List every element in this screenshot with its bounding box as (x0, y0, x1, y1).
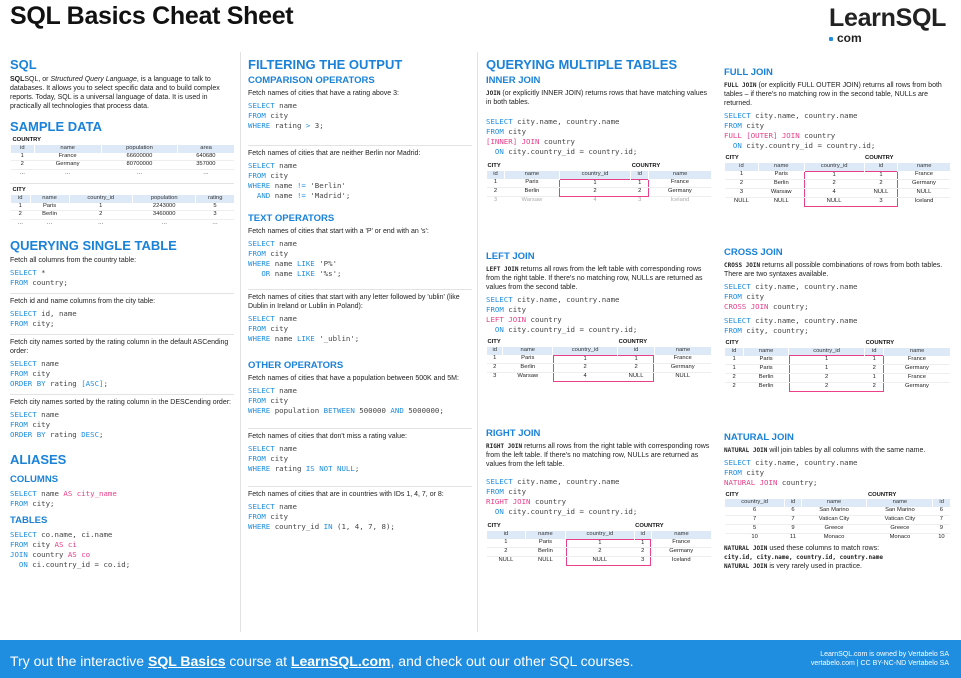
column-basics (10, 53, 234, 574)
querying-multiple-tables-heading: QUERYING MULTIPLE TABLES (486, 57, 678, 72)
columns-subheading: COLUMNS (10, 473, 59, 485)
left-join-subheading: LEFT JOIN (486, 250, 535, 262)
description: Fetch names of cities that are in countries with IDs 1, 4, 7, or 8: (248, 491, 444, 498)
column-divider (477, 52, 478, 632)
description: NATURAL JOIN used these columns to match rows: city.id, city.name, country.id, country.name NATURAL JOIN is very rarely used in practice. (724, 545, 883, 571)
dot-icon (829, 37, 833, 41)
description: Fetch names of cities that have a rating above 3: (248, 90, 399, 97)
page-title: SQL Basics Cheat Sheet (10, 2, 294, 30)
right-join-result-table: CITY COUNTRY id name country_id id name 1 Paris 1 1 France 2 Berlin 2 2 Germany NULL NULL NULL 3 Iceland (486, 523, 711, 566)
description: CROSS JOIN returns all possible combinations of rows from both tables. There are two syntaxes available. (724, 261, 943, 278)
logo-domain: com (829, 31, 949, 45)
column-joins-right (724, 53, 950, 573)
code-snippet: SELECT id, name FROM city; (10, 308, 77, 328)
description: FULL JOIN (or explicitly FULL OUTER JOIN) returns all rows from both tables – if there's no matching row in the second table, NULLs are returned. (724, 82, 942, 107)
code-snippet: SELECT name AS city_name FROM city; (10, 488, 117, 508)
description: Fetch names of cities that are neither Berlin nor Madrid: (248, 150, 421, 157)
description: Fetch names of cities that start with any letter followed by 'ublin' (like Dublin in Ireland or Lublin in Poland): (248, 294, 460, 310)
left-join-result-table: CITY COUNTRY id name country_id id name 1 Paris 1 1 France 2 Berlin 2 2 Germany 3 Warsaw 4 NULL NULL (486, 339, 711, 382)
code-snippet: SELECT name FROM city ORDER BY rating [ASC]; (10, 358, 108, 388)
code-snippet: SELECT name FROM city WHERE name LIKE 'P%' OR name LIKE '%s'; (248, 239, 342, 278)
filtering-heading: FILTERING THE OUTPUT (248, 57, 403, 72)
full-join-result-table: CITY COUNTRY id name country_id id name 1 Paris 1 1 France 2 Berlin 2 2 Germany 3 Warsaw 4 NULL NULL NULL NULL NULL 3 Iceland (724, 155, 950, 207)
inner-join-result-table: CITY COUNTRY id name country_id id name 1 Paris 1 1 France 2 Berlin 2 2 Germany 3 Warsaw 4 3 Iceland (486, 163, 711, 205)
learnsql-logo[interactable] (829, 4, 949, 46)
code-snippet: SELECT name FROM city WHERE country_id IN (1, 4, 7, 8); (248, 502, 395, 531)
code-snippet: SELECT name FROM city WHERE name LIKE '_ublin'; (248, 314, 360, 343)
sql-basics-course-link[interactable]: SQL Basics (147, 653, 226, 669)
learnsql-link[interactable]: LearnSQL.com (290, 653, 391, 669)
comparison-operators-subheading: COMPARISON OPERATORS (248, 75, 375, 86)
code-snippet: SELECT name FROM city ORDER BY rating DESC; (10, 409, 104, 439)
code-snippet: SELECT city.name, country.name FROM city LEFT JOIN country ON city.country_id = country.id; (486, 294, 638, 334)
description: JOIN (or explicitly INNER JOIN) returns rows that have matching values in both tables. (486, 90, 708, 106)
sample-data-heading: SAMPLE DATA (10, 119, 102, 134)
description: LEFT JOIN returns all rows from the left table with corresponding rows from the right table. If there's no matching row, NULLs are returned as values from the second table. (486, 265, 703, 291)
right-join-subheading: RIGHT JOIN (486, 427, 541, 439)
full-join-subheading: FULL JOIN (724, 67, 773, 78)
code-snippet: SELECT city.name, country.name FROM city [INNER] JOIN country ON city.country_id = country.id; (486, 117, 638, 156)
code-snippet: SELECT city.name, country.name FROM city, country; (724, 315, 858, 335)
code-snippet: SELECT name FROM city WHERE rating IS NOT NULL; (248, 444, 360, 473)
city-sample-table: CITY id name country_id population rating 1 Paris 1 2243000 5 2 Berlin 2 3460000 3 … … … … … (10, 187, 234, 228)
sql-description: SQLSQL, or Structured Query Language, is a language to talk to databases. It allows you to select specific data and to build complex reports. Today, SQL is a universal language of data. It is used in practically all technologies that process data. (10, 76, 220, 110)
code-snippet: SELECT city.name, country.name FROM city FULL [OUTER] JOIN country ON city.country_id = country.id; (724, 111, 876, 150)
description: Fetch city names sorted by the rating column in the DESCending order: (10, 398, 231, 406)
footer-text: Try out the interactive SQL Basics course at LearnSQL.com, and check out our other SQL courses. (10, 653, 634, 669)
other-operators-subheading: OTHER OPERATORS (248, 360, 344, 371)
code-snippet: SELECT city.name, country.name FROM city NATURAL JOIN country; (724, 457, 858, 487)
logo-text: LearnSQL (829, 4, 947, 32)
description: Fetch names of cities that don't miss a rating value: (248, 433, 407, 440)
code-snippet: SELECT name FROM city WHERE rating > 3; (248, 101, 324, 130)
code-snippet: SELECT city.name, country.name FROM city CROSS JOIN country; (724, 281, 858, 311)
code-snippet: SELECT * FROM country; (10, 267, 68, 287)
inner-join-subheading: INNER JOIN (486, 75, 541, 86)
column-joins-left (486, 53, 711, 566)
code-snippet: SELECT name FROM city WHERE name != 'Berlin' AND name != 'Madrid'; (248, 161, 351, 200)
description: Fetch id and name columns from the city table: (10, 297, 156, 305)
column-filtering (248, 53, 472, 536)
aliases-heading: ALIASES (10, 451, 67, 467)
description: Fetch names of cities that start with a 'P' or end with an 's': (248, 228, 429, 235)
natural-join-result-table: CITY COUNTRY country_id id name name id 6 6 San Marino San Marino 6 7 7 Vatican City Vatican City 7 5 9 Greece Greece 9 10 11 Monaco Monaco 10 (724, 492, 950, 542)
description: Fetch city names sorted by the rating column in the default ASCending order: (10, 338, 229, 355)
column-divider (240, 52, 241, 632)
footer-credits: LearnSQL.com is owned by Vertabelo SA vertabelo.com | CC BY-NC-ND Vertabelo SA (810, 651, 949, 667)
footer-banner (0, 640, 961, 678)
querying-single-table-heading: QUERYING SINGLE TABLE (10, 237, 177, 253)
cross-join-subheading: CROSS JOIN (724, 246, 783, 258)
tables-subheading: TABLES (10, 514, 48, 526)
natural-join-subheading: NATURAL JOIN (724, 431, 794, 443)
country-sample-table: COUNTRY id name population area 1 France 66600000 640680 2 Germany 80700000 357000 … … … … (10, 137, 234, 178)
description: Fetch all columns from the country table: (10, 256, 137, 264)
sql-heading: SQL (10, 57, 37, 72)
text-operators-subheading: TEXT OPERATORS (248, 213, 335, 224)
code-snippet: SELECT city.name, country.name FROM city RIGHT JOIN country ON city.country_id = country.id; (486, 476, 638, 516)
code-snippet: SELECT co.name, ci.name FROM city AS ci JOIN country AS co ON ci.country_id = co.id; (10, 529, 131, 569)
code-snippet: SELECT name FROM city WHERE population BETWEEN 500000 AND 5000000; (248, 386, 444, 415)
description: RIGHT JOIN returns all rows from the right table with corresponding rows from the left table. If there's no matching row, NULLs are returned as values from the left table. (486, 442, 710, 468)
description: NATURAL JOIN will join tables by all columns with the same name. (724, 446, 926, 454)
cross-join-result-table: CITY COUNTRY id name country_id id name 1 Paris 1 1 France 1 Paris 1 2 Germany 2 Berlin 2 1 France 2 Berlin 2 2 Germany (724, 340, 950, 392)
description: Fetch names of cities that have a population between 500K and 5M: (248, 375, 459, 382)
